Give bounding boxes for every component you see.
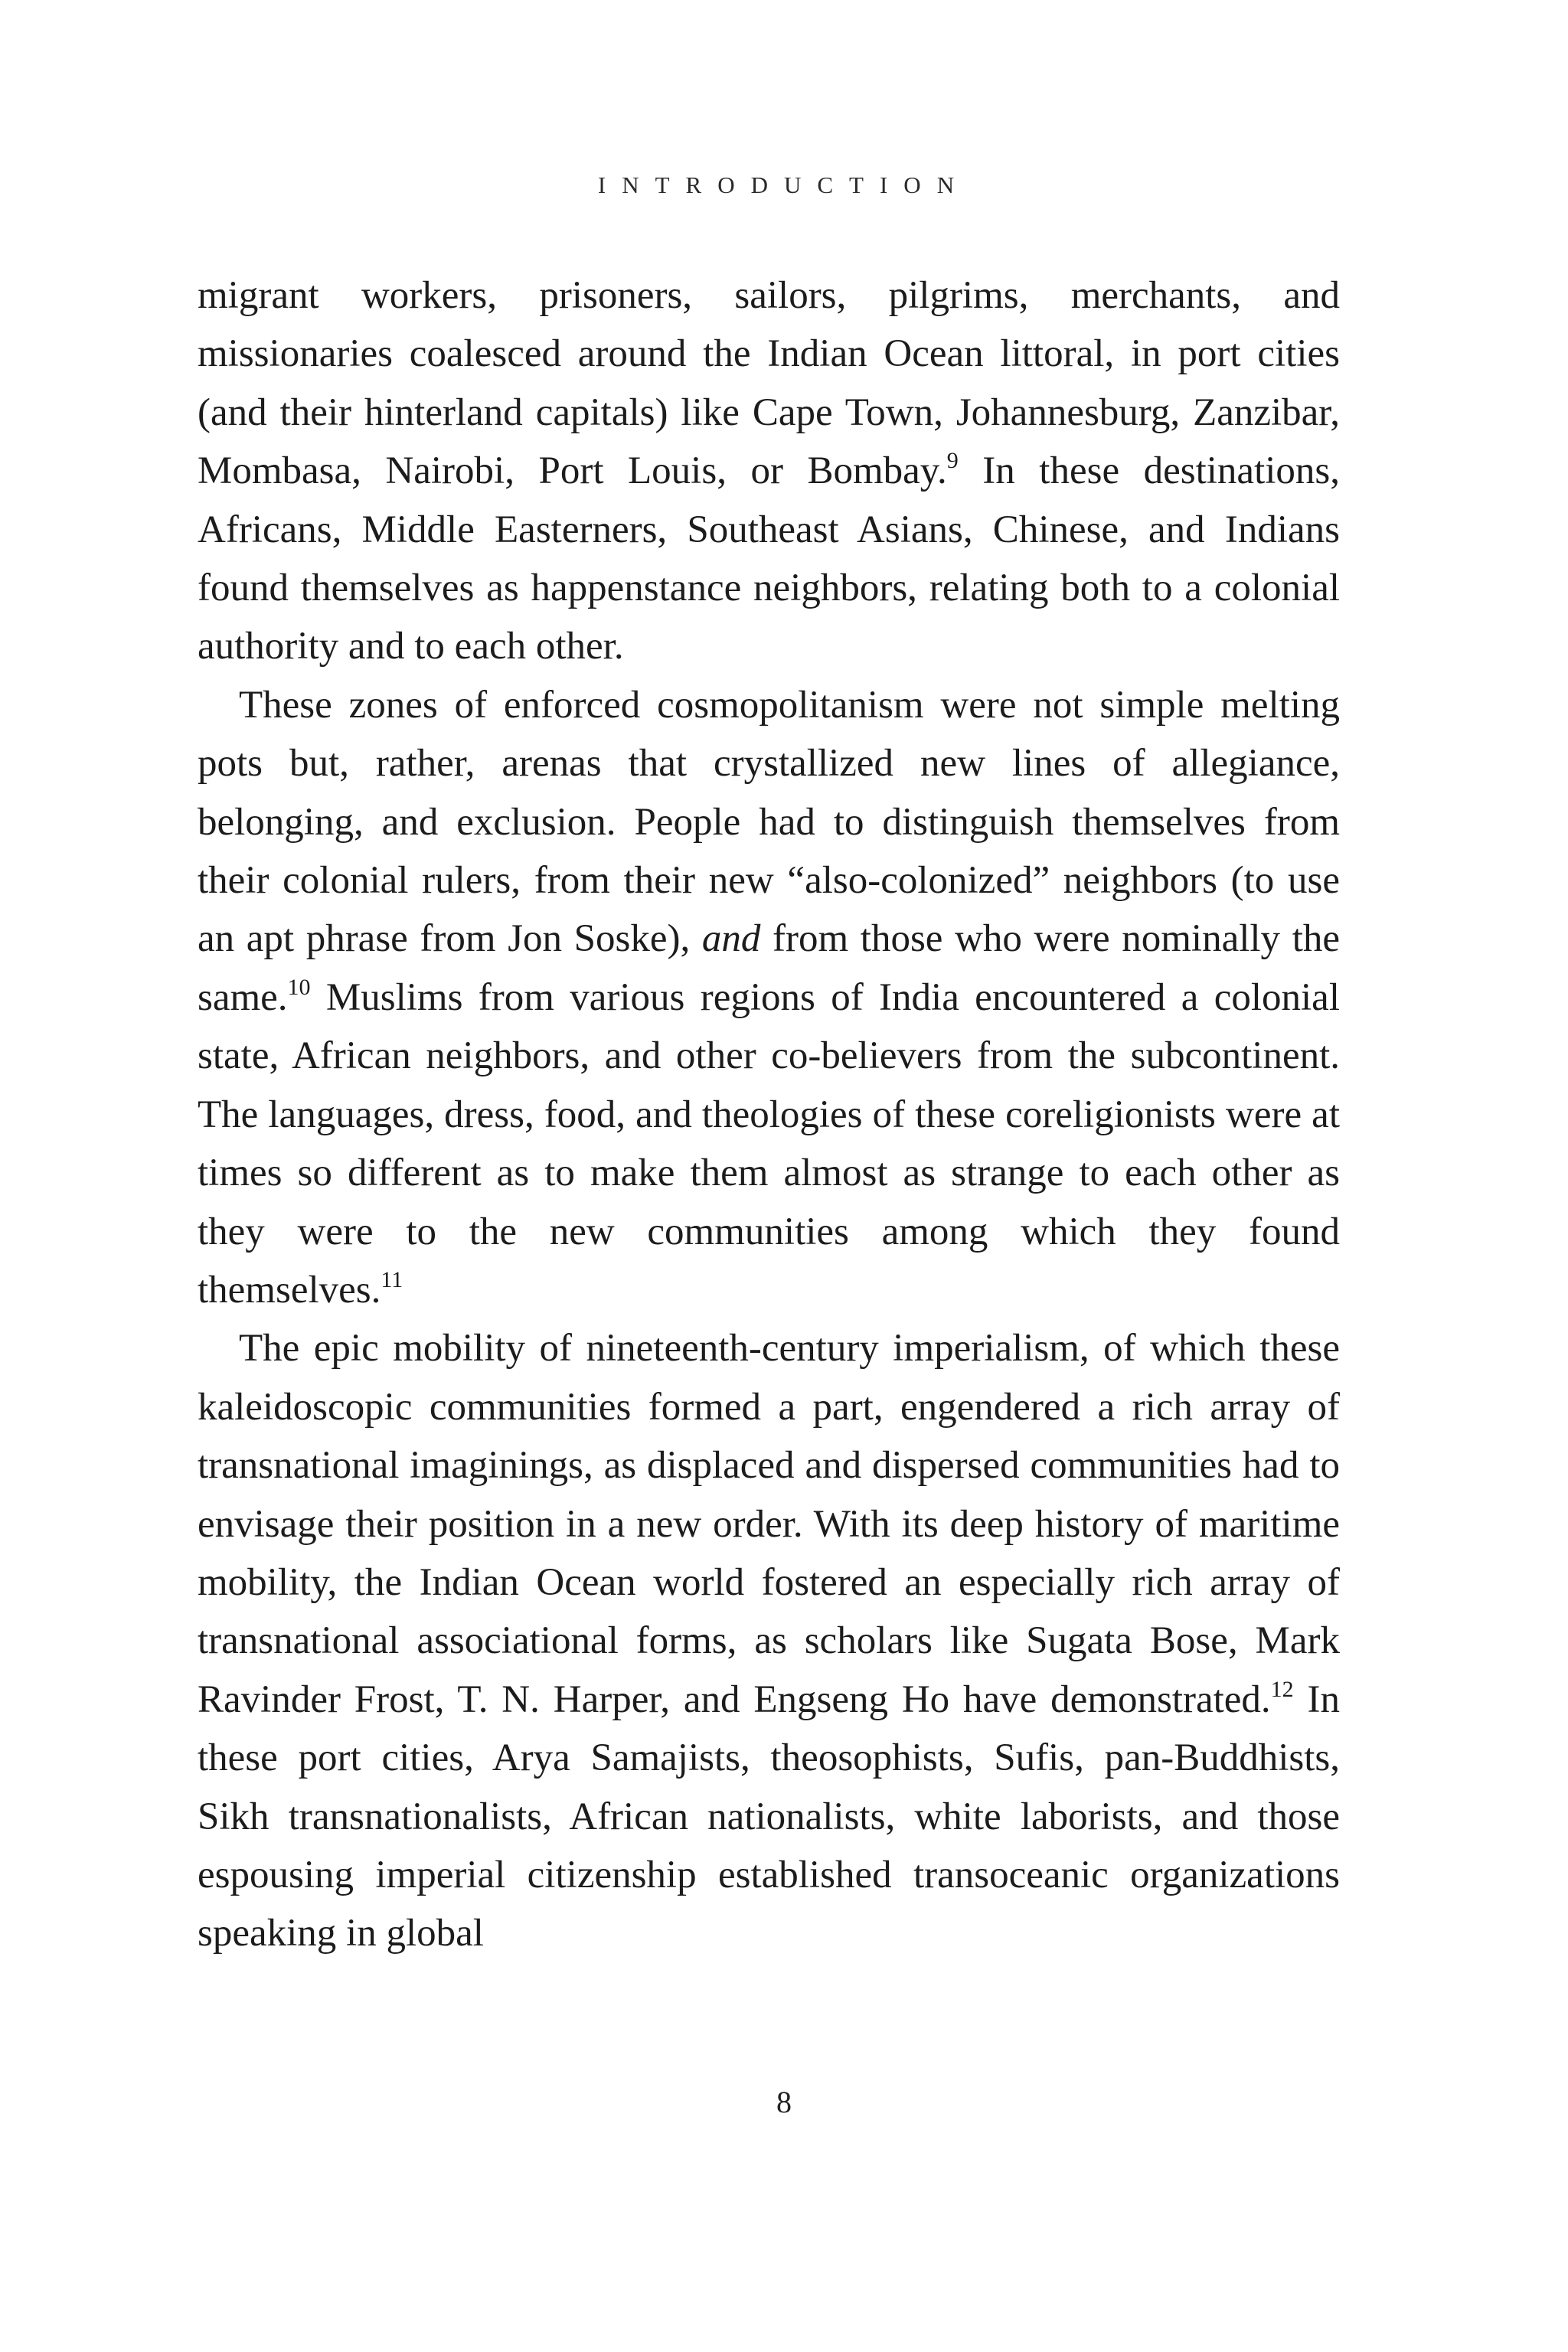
text-run: In these destinations, Africans, Middle Easterners, Southeast Asians, Chinese, and Indians found themselves as happenstance neighbors, relating both to a colonial authority and to each other. (198, 449, 1340, 668)
text-run: migrant workers, prisoners, sailors, pilgrims, merchants, and missionaries coalesced around the Indian Ocean littoral, in port cities (and their hinterland capitals) like Cape Town, Johannesburg, Zanzibar, Mombasa, Nairobi, Port Louis, or Bombay. (198, 274, 1340, 493)
emphasis-text: and (701, 917, 761, 961)
footnote-ref: 10 (287, 974, 311, 1000)
running-head: INTRODUCTION (597, 172, 971, 198)
page-number: 8 (776, 2085, 792, 2119)
footnote-ref: 9 (946, 448, 959, 474)
text-run: Muslims from various regions of India encountered a colonial state, African neighbors, and other co-believers from the subcontinent. The languages, dress, food, and theologies of these coreligionists were at times so different as to make them almost as strange to each other as they were to the new communities among which they found themselves. (198, 975, 1340, 1312)
paragraph (198, 266, 1340, 676)
text-run: from those who were nominally the same. (198, 917, 1340, 1019)
paragraph (198, 676, 1340, 1319)
paragraph (198, 1319, 1340, 1962)
body-text (198, 266, 1340, 1963)
footnote-ref: 11 (381, 1266, 403, 1292)
text-run: These zones of enforced cosmopolitanism were not simple melting pots but, rather, arenas that crystallized new lines of allegiance, belonging, and exclusion. People had to distinguish themselves from their colonial rulers, from their new “also-colonized” neighbors (to use an apt phrase from Jon Soske), (198, 683, 1340, 961)
text-run: In these port cities, Arya Samajists, theosophists, Sufis, pan-Buddhists, Sikh transnationalists, African nationalists, white laborists, and those espousing imperial citizenship established transoceanic organizations speaking in global (198, 1677, 1341, 1955)
text-run: The epic mobility of nineteenth-century imperialism, of which these kaleidoscopic communities formed a part, engendered a rich array of transnational imaginings, as displaced and dispersed communities had to envisage their position in a new order. With its deep history of maritime mobility, the Indian Ocean world fostered an especially rich array of transnational associational forms, as scholars like Sugata Bose, Mark Ravinder Frost, T. N. Harper, and Engseng Ho have demonstrated. (198, 1327, 1340, 1721)
footnote-ref: 12 (1270, 1676, 1294, 1702)
